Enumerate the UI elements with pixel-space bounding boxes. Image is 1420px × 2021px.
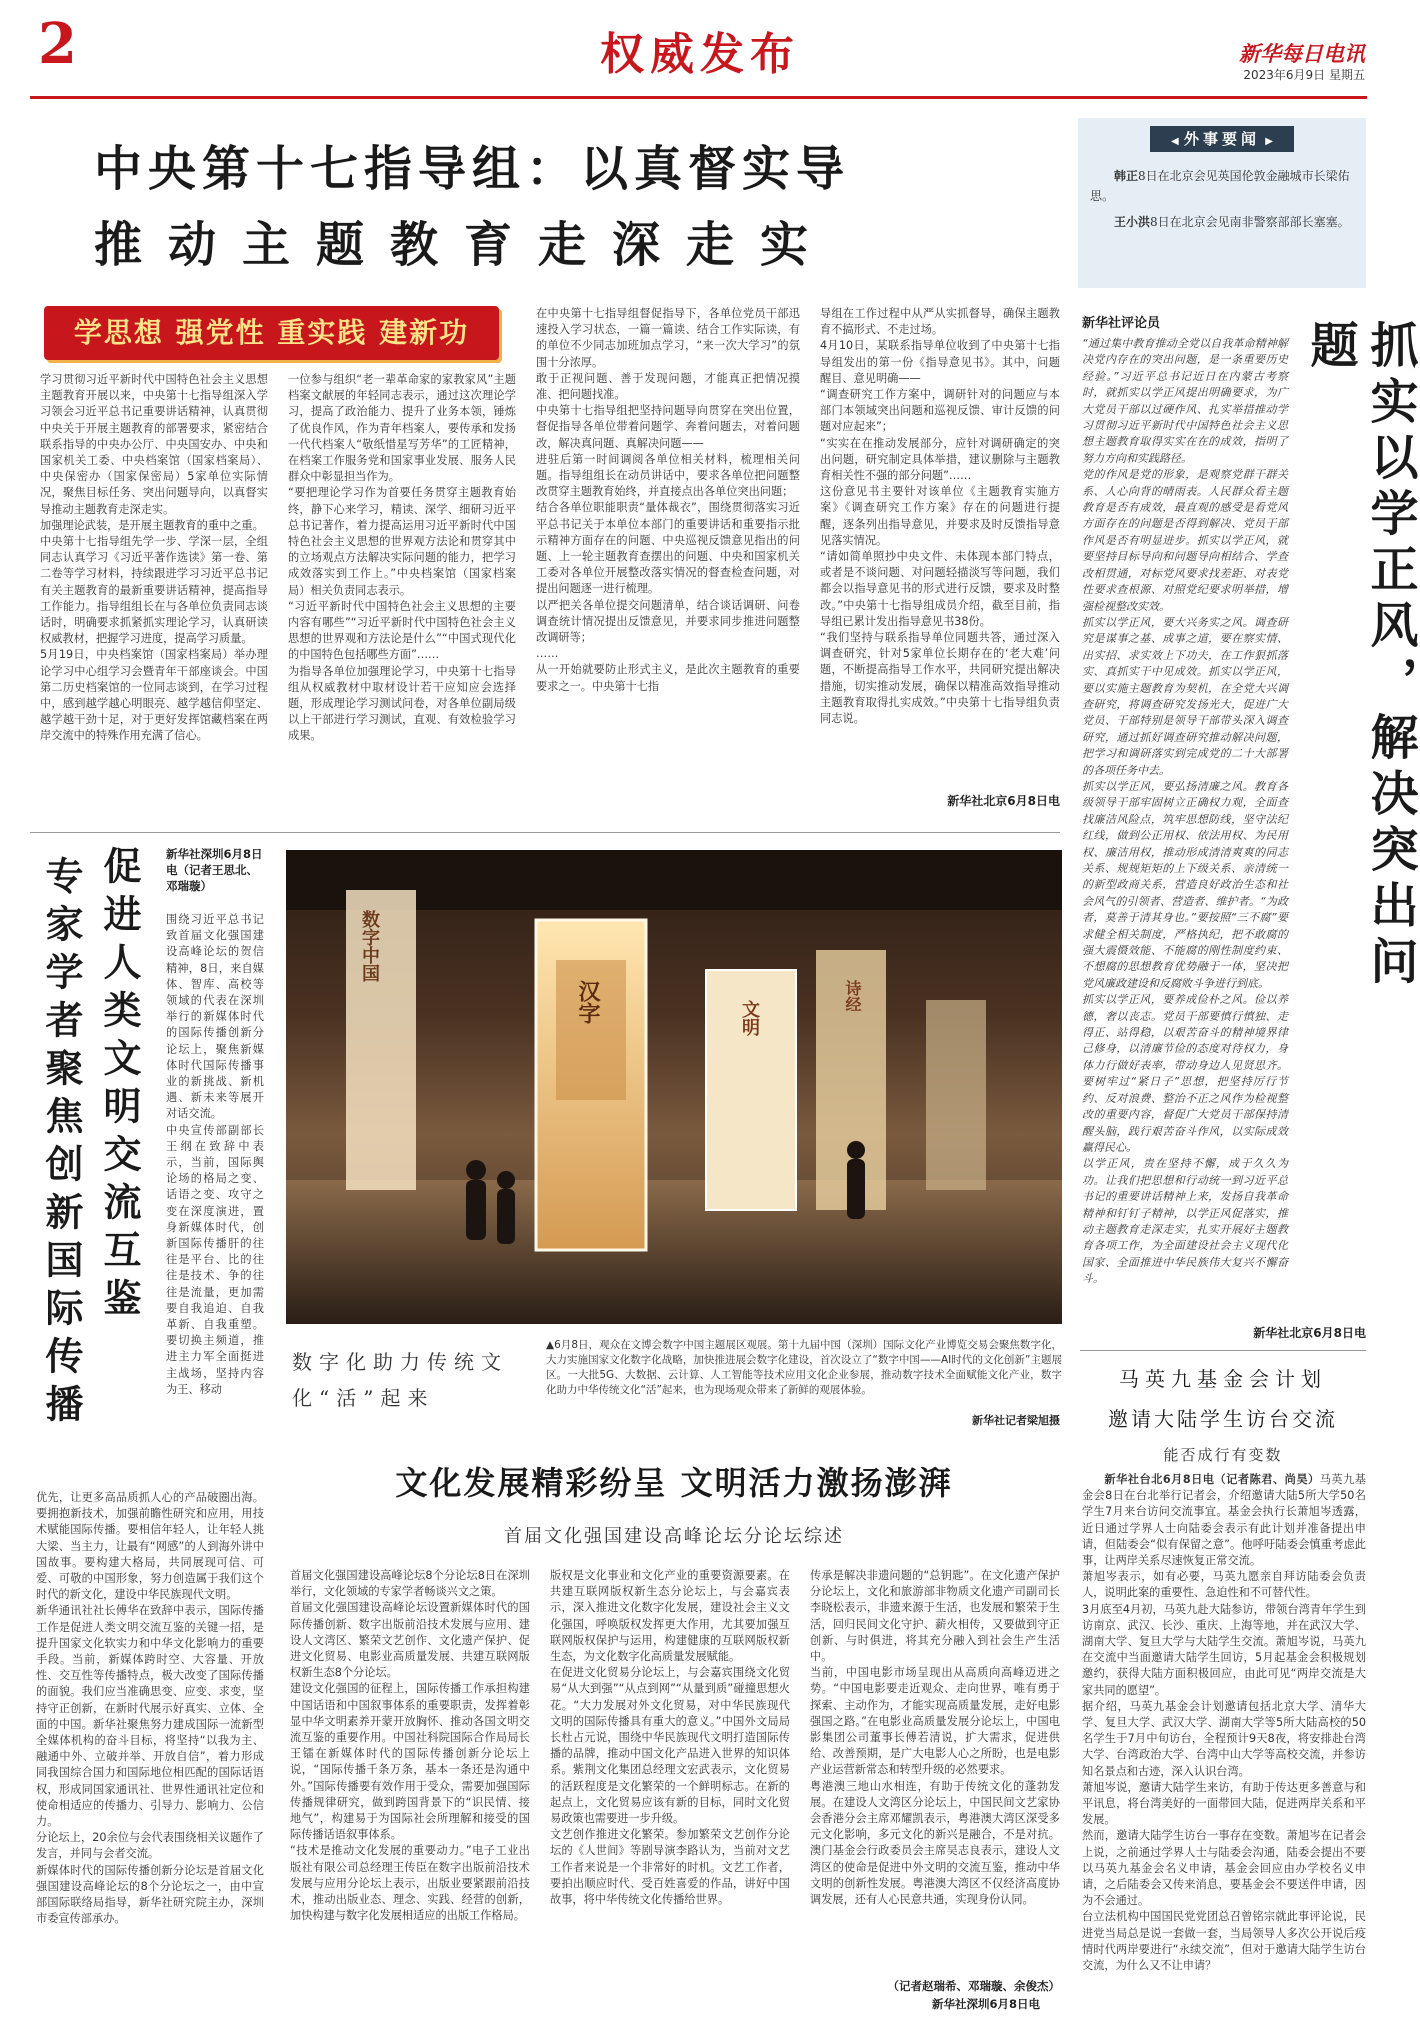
issue-date: 2023年6月9日 星期五 — [1243, 68, 1365, 82]
foreign-affairs-title: 外事要闻 — [1183, 130, 1260, 148]
commentary-source: 新华社评论员 — [1082, 316, 1161, 331]
ma-dateline: 新华社台北6月8日电（记者陈君、尚昊） — [1104, 1473, 1320, 1486]
photo-sign-2: 汉字 — [575, 980, 601, 1024]
photo-sign-1: 数字中国 — [359, 910, 380, 982]
culture-credit: （记者赵瑞希、邓瑞璇、余俊杰） — [887, 1979, 1060, 1993]
forum-narrow-text: 围绕习近平总书记致首届文化强国建设高峰论坛的贺信精神，8日，来自媒体、智库、高校等领域的代表在深圳举行的新媒体时代的国际传播创新分论坛上，聚焦新媒体时代国际传播事业的新挑战、新机遇、新未来等展开对话交流。 中央宣传部副部长王纲在致辞中表示，当前，国际舆论场的格局之变、话语之变、攻守之变在深度演进，置身新媒体时代，创新国际传播肝的往往是平台、比的往往是技术、争的往往是流量，更加需要自我追迫、自我革新、自我重塑。要切换主频道，推进主力军全面挺进主战场，坚持内容为王、移动 — [166, 913, 264, 1396]
lead-banner — [44, 306, 499, 360]
ma-body — [1082, 1472, 1366, 2012]
foreign-affairs-item-2-name: 王小洪 — [1114, 215, 1151, 229]
photo-credit: 新华社记者梁旭摄 — [972, 1414, 1060, 1427]
culture-column-3: 传承是解决非遗问题的“总钥匙”。在文化遗产保护分论坛上，文化和旅游部非物质文化遗产司副司长李晓松表示，非遗来源于生活，也发展和繁荣于生活，回归民间文化守护、薪火相传，又要做到守正创新、与时俱进，将其充分融入到社会生产生活中。 当前，中国电影市场呈现出从高质向高峰迈进之势。“中国电影要走近观众、走向世界，唯有勇于探索、主动作为，才能实现高质量发展，走好电影强国之路。”在电影业高质量发展分论坛上，中国电影集团公司董事长傅若清说，扩大需求，促进供给、改善预期，是广大电影人心之所盼，也是电影产业运营新常态和转型升级的必然要求。 粤港澳三地山水相连，有助于传统文化的蓬勃发展。在建设人文湾区分论坛上，中国民间文艺家协会香港分会主席邓耀凯表示，粤港澳大湾区深受多元文化影响，多元文化的新兴是融合，不是对抗。澳门基金会行政委员会主席吴志良表示，建设人文湾区的使命是促进中外文明的交流互鉴，推动中华文明的创新性发展。粤港澳大湾区不仅经济高度协调发展，还有人心民意共通，实现身份认同。 — [810, 1569, 1060, 1907]
culture-column-2: 版权是文化事业和文化产业的重要资源要素。在共建互联网版权新生态分论坛上，与会嘉宾表示，深入推进文化数字化发展，建设社会主义文化强国，呼唤版权发挥更大作用，尤其要加强互联网版权保护与运用，构建健康的互联网版权新生态，为文化数字化高质量发展赋能。 在促进文化贸易分论坛上，与会嘉宾围绕文化贸易“从大到强”“从点到网”“从量到质”碰撞思想火花。“大力发展对外文化贸易，对中华民族现代文明的国际传播具有重大的意义。”中国外文局局长杜占元说，围绕中华民族现代文明打造国际传播的品牌，推动中国文化产品进入世界的知识体系。紫荆文化集团总经理文宏武表示，文化贸易的活跃程度是文化繁荣的一个鲜明标志。在新的起点上，文化贸易应该有新的目标，同时文化贸易政策也需要进一步升级。 文艺创作推进文化繁荣。参加繁荣文艺创作分论坛的《人世间》等剧导演李路认为，当前对文艺工作者来说是一个非常好的时机。文艺工作者，要拍出顺应时代、受百姓喜爱的作品，讲好中国故事，将中华传统文化传播给世界。 — [550, 1569, 790, 1907]
commentary-body: “通过集中教育推动全党以自我革命精神解决党内存在的突出问题，是一条重要历史经验。”习近平总书记近日在内蒙古考察时，就抓实以学正风提出明确要求，为广大党员干部以过硬作风、扎实举措推动学习贯彻习近平新时代中国特色社会主义思想主题教育取得实实在在的成效，指明了努力方向和实践路径。 党的作风是党的形象，是观察党群干群关系、人心向背的晴雨表。人民群众看主题教育是否有成效，最直观的感受是看党风方面存在的问题是否得到解决、党员干部作风是否有明显进步。抓实以学正风，就要坚持目标导向和问题导向相结合、学查改相贯通，对标党风要求找差距、对表党性要求查根源、对照党纪要求明举措，增强检视整改实效。 抓实以学正风，要大兴务实之风。调查研究是谋事之基、成事之道，要在察实情、出实招、求实效上下功夫，在工作狠抓落实、真抓实干中见成效。抓实以学正风，要以实施主题教育为契机，在全党大兴调查研究，将调查研究发扬光大，促进广大党员、干部特别是领导干部带头深入调查研究，通过抓好调查研究推动解决问题，把学习和调研落实到完成党的二十大部署的各项任务中去。 抓实以学正风，要弘扬清廉之风。教育各级领导干部牢固树立正确权力观，全面查找廉洁风险点，筑牢思想防线，坚守法纪红线，做到公正用权、依法用权、为民用权、廉洁用权，推动形成清清爽爽的同志关系、规规矩矩的上下级关系、亲清统一的新型政商关系，营造良好政治生态和社会风气的引领者、营造者、维护者。“为政者，莫善于清其身也。”要按照“三不腐”要求健全相关制度，严格执纪，把不敢腐的强大震慑效能、不能腐的刚性制度约束、不想腐的思想教育优势融于一体，坚决把党风廉政建设和反腐败斗争进行到底。 抓实以学正风，要养成俭朴之风。俭以养德，奢以丧志。党员干部要慎行慎独、走得正、站得稳，以艰苦奋斗的精神境界律己修身，以清廉节俭的态度对待权力，身体力行做好表率，带动身边人见贤思齐。要树牢过“紧日子”思想，把坚持厉行节约、反对浪费、整治不正之风作为检视整改的重要内容，督促广大党员干部保持清醒头脑，践行艰苦奋斗作风，以实际成效赢得民心。 以学正风，贵在坚持不懈，成于久久为功。让我们把思想和行动统一到习近平总书记的重要讲话精神上来，发扬自我革命精神和钉钉子精神，以学正风促落实，推动主题教育走深走实，扎实开展好主题教育各项工作，为全面建设社会主义现代化国家、全面推进中华民族伟大复兴不懈奋斗。 — [1082, 337, 1288, 1286]
divider-lead-bottom — [30, 832, 1060, 833]
lead-column-3: 在中央第十七指导组督促指导下，各单位党员干部迅速投入学习状态，一篇一篇读、结合工作实际读，有的单位不少同志加班加点学习，“来一次大学习”的氛围十分浓厚。 敢于正视问题、善于发现问题，才能真正把情况摸准、把问题找准。 中央第十七指导组把坚持问题导向贯穿在突出位置，督促指导各单位带着问题学、奔着问题去，对着问题改，解决真问题、真解决问题—— 进驻后第一时间调阅各单位相关材料，梳理相关问题。指导组组长在动员讲话中，要求各单位把问题整改贯穿主题教育始终，并直接点出各单位突出问题； 结合各单位职能职责“量体裁衣”，围绕贯彻落实习近平总书记关于本单位本部门的重要讲话和重要指示批示精神方面存在的问题、中央巡视反馈意见指出的问题、上一轮主题教育查摆出的问题、中央和国家机关工委对各单位开展整改落实情况的督查检查问题，对提出问题逐一进行梳理。 以严把关各单位提交问题清单，结合谈话调研、问卷调查统计情况提出反馈意见，并要求同步推进问题整改调研等； …… 从一开始就要防止形式主义，是此次主题教育的重要要求之一。中央第十七指 — [536, 307, 800, 693]
lead-banner-text: 学思想 强党性 重实践 建新功 — [73, 316, 470, 349]
left-triangle-icon: ◀ — [1171, 136, 1179, 147]
ma-headline-line2: 邀请大陆学生访台交流 — [1108, 1407, 1338, 1431]
photo-label: 数字化助力传统文化“活”起来 — [292, 1350, 508, 1410]
forum-wide-text: 优先，让更多高品质抓人心的产品破圈出海。要拥抱新技术，加强前瞻性研究和应用，用技术赋能国际传播。要相信年轻人，让年轻人挑大梁、当主力，让最有“网感”的人到海外讲中国故事。要构建大格局，共同展现可信、可爱、可敬的中国形象，努力创造属于我们这个时代的新文化，建设中华民族现代文明。 新华通讯社社长傅华在致辞中表示，国际传播工作是促进人类文明交流互鉴的关键一招，是提升国家文化软实力和中华文化影响力的重要手段。当前，新媒体跨时空、大容量、开放性、交互性等传播特点，极大改变了国际传播的面貌。我们应当准确思变、应变、求变，坚持守正创新，在新时代展示好真实、立体、全面的中国。新华社聚焦努力建成国际一流新型全媒体机构的奋斗目标，将坚持“以我为主、融通中外、立破并举、开放自信”，着力形成同我国综合国力和国际地位相匹配的国际话语权，形成同国家通讯社、世界性通讯社定位和使命相适应的传播力、引导力、影响力、公信力。 分论坛上，20余位与会代表围绕相关议题作了发言，并同与会者交流。 新媒体时代的国际传播创新分论坛是首届文化强国建设高峰论坛的8个分论坛之一，由中宣部国际联络局指导，新华社研究院主办，深圳市委宣传部承办。 — [36, 1491, 264, 1926]
section-title: 权威发布 — [600, 29, 800, 80]
lead-headline-line2: 推动主题教育走深走实 — [94, 217, 835, 273]
culture-column-1: 首届文化强国建设高峰论坛8个分论坛8日在深圳举行，文化领域的专家学者畅谈兴文之策。 首届文化强国建设高峰论坛设置新媒体时代的国际传播创新、数字出版前沿技术发展与应用、建设人文湾区、繁荣文艺创作、文化遗产保护、促进文化贸易、电影业高质量发展、共建互联网版权新生态8个分论坛。 建设文化强国的征程上，国际传播工作承担构建中国话语和中国叙事体系的重要职责，发挥着彰显中华文明素养开蒙开放胸怀、推动各国文明交流互鉴的重要作用。中国社科院国际合作局局长王镭在新媒体时代的国际传播创新分论坛上说，“国际传播千条万条，基本一条还是沟通中外。”国际传播要有效作用于受众，需要加强国际传播规律研究，做到跨国背景下的“识民情、接地气”，构建易于为国际社会所理解和接受的国际传播话语叙事体系。 “技术是推动文化发展的重要动力。”电子工业出版社有限公司总经理王传臣在数字出版前沿技术发展与应用分论坛上表示，出版业要紧跟前沿技术，推动出版业态、理念、实践、经营的创新，加快构建与数字化发展相适应的出版工作格局。 — [290, 1569, 530, 1923]
forum-title: 促进人类文明交流互鉴 — [97, 846, 142, 1326]
foreign-affairs-item-1-name: 韩正 — [1114, 169, 1139, 183]
commentary-title: 抓实以学正风，解决突出问题 — [1302, 320, 1418, 992]
right-triangle-icon: ▶ — [1265, 136, 1273, 147]
forum-dateline: 新华社深圳6月8日电（记者王思北、邓瑞璇） — [166, 847, 263, 893]
foreign-affairs-item-2 — [1090, 212, 1354, 232]
ma-headline-line1: 马英九基金会计划 — [1119, 1367, 1327, 1391]
photo-sign-4: 诗经 — [843, 980, 862, 1012]
lead-byline: 新华社北京6月8日电 — [947, 794, 1060, 808]
forum-subtitle: 专家学者聚焦创新国际传播 — [39, 856, 84, 1432]
lead-column-4: 导组在工作过程中从严从实抓督导，确保主题教育不搞形式、不走过场。 4月10日，某联系指导单位收到了中央第十七指导组发出的第一份《指导意见书》。其中，问题醒目、意见明确—— “调查研究工作方案中，调研针对的问题应与本部门本领域突出问题和巡视反馈、审计反馈的问题对应起来”； “实实在在推动发展部分，应针对调研确定的突出问题，研究制定具体举措，建议删除与主题教育相关性不强的部分问题”…… 这份意见书主要针对该单位《主题教育实施方案》《调查研究工作方案》存在的问题进行提醒，逐条列出指导意见，并要求及时反馈指导意见落实情况。 “请如简单照抄中央文件、未体现本部门特点，或者是不谈问题、对问题轻描淡写等问题，我们都会以指导意见书的形式进行反馈，要求及时整改。”中央第十七指导组成员介绍，截至目前，指导组已累计发出指导意见书38份。 “我们坚持与联系指导单位同题共答，通过深入调查研究，针对5家单位长期存在的‘老大难’问题，不断提高指导工作水平，共同研究提出解决措施，切实推动发展，确保以精准高效指导推动主题教育取得扎实成效。”中央第十七指导组负责同志说。 — [820, 307, 1060, 726]
photo-scene — [286, 850, 1062, 1324]
photo-sign-3: 文明 — [739, 1000, 760, 1036]
photo-caption — [546, 1338, 1062, 1398]
exhibition-photo — [286, 850, 1062, 1324]
culture-subhead: 首届文化强国建设高峰论坛分论坛综述 — [504, 1526, 844, 1547]
display-panel-center — [536, 920, 646, 1250]
culture-headline: 文化发展精彩纷呈 文明活力激扬澎湃 — [395, 1464, 953, 1502]
newspaper-logo: 新华每日电讯 — [1239, 41, 1365, 66]
foreign-affairs-title-bar — [1150, 126, 1294, 152]
lead-column-1: 学习贯彻习近平新时代中国特色社会主义思想主题教育开展以来，中央第十七指导组深入学习领会习近平总书记重要讲话精神，认真贯彻中央关于开展主题教育的部署要求，紧密结合联系指导的中央办公厅、中央国安办、中央和国家机关工委、中央档案馆（国家档案局）、中央保密办（国家保密局）5家单位实际情况，聚焦目标任务、突出问题导向，以真督实导推动主题教育走深走实。 加强理论武装，是开展主题教育的重中之重。 中央第十七指导组先学一步、学深一层，全组同志认真学习《习近平著作选读》第一卷、第二卷等学习材料，持续跟进学习习近平总书记有关主题教育的最新重要讲话精神，提高指导工作能力。指导组组长在与各单位负责同志谈话时，明确要求抓紧抓实理论学习，认真研读权威教材，把握学习进度，提高学习质量。 5月19日，中央档案馆（国家档案局）举办理论学习中心组学习会暨青年干部座谈会。中国第二历史档案馆的一位同志谈到，在学习过程中，感到越学越心明眼亮、越学越信仰坚定、越学越干劲十足，对于更好发挥馆藏档案在两岸交流中的特殊作用充满了信心。 — [40, 373, 268, 743]
lead-column-2: 一位参与组织“老一辈革命家的家教家风”主题档案文献展的年轻同志表示，通过这次理论学习，提高了政治能力、提升了业务本领，锤炼了优良作风，作为青年档案人，要传承和发扬一代代档案人“敬纸惜星写芳华”的工匠精神，在档案工作服务党和国家事业发展、服务人民群众中彰显担当作为。 “要把理论学习作为首要任务贯穿主题教育始终，静下心来学习，精读、深学、细研习近平总书记著作，着力提高运用习近平新时代中国特色社会主义思想的世界观方法论和贯穿其中的立场观点方法解决实际问题的能力，把学习成效落实到工作上。”中央档案馆（国家档案局）相关负责同志表示。 “习近平新时代中国特色社会主义思想的主要内容有哪些”“习近平新时代中国特色社会主义思想的世界观和方法论是什么”“中国式现代化的中国特色包括哪些方面”…… 为指导各单位加强理论学习，中央第十七指导组从权威教材中取材设计若干应知应会选择题，形成理论学习测试问卷，对各单位副局级以上干部进行学习测试，直观、有效检验学习成果。 — [288, 373, 516, 743]
ma-body-text: 马英九基金会8日在台北举行记者会，介绍邀请大陆5所大学50名学生7月来台访问交流事宜。基金会执行长萧旭岑透露，近日通过学界人士向陆委会表示有此计划并准备提出申请，但陆委会“似有保留之意”。他呼吁陆委会慎重考虑此事，让两岸关系尽速恢复正常交流。 萧旭岑表示，如有必要，马英九愿亲自拜访陆委会负责人，说明此案的重要性、急迫性和不可替代性。 3月底至4月初，马英九赴大陆参访，带领台湾青年学生到访南京、武汉、长沙、重庆、上海等地，并在武汉大学、湖南大学、复旦大学与大陆学生交流。萧旭岑说，马英九在交流中当面邀请大陆学生回访，5月起基金会积极规划邀约，获得大陆方面积极回应，由此可见“两岸交流是大家共同的愿望”。 据介绍，马英九基金会计划邀请包括北京大学、清华大学、复旦大学、武汉大学、湖南大学等5所大陆高校的50名学生于7月中旬访台，全程预计9天8夜，将安排赴台湾大学、台湾政治大学、台湾中山大学等高校交流，并参访知名景点和古迹，深入认识台湾。 萧旭岑说，邀请大陆学生来访，有助于传达更多善意与和平讯息，将台湾美好的一面带回大陆，促进两岸关系和平发展。 然而，邀请大陆学生访台一事存在变数。萧旭岑在记者会上说，之前通过学界人士与陆委会沟通，陆委会提出不要以马英九基金会名义申请，基金会回应由办学校名义申请，之后陆委会又传来消息，要基金会不要送件申请，因为不会通过。 台立法机构中国国民党党团总召曾铭宗就此事评论说，民进党当局总是说一套做一套，当局领导人多次公开说后疫情时代两岸要进行“永续交流”，但对于邀请大陆学生访台交流，为什么又不让申请？ — [1082, 1473, 1366, 1973]
foreign-affairs-box — [1078, 118, 1366, 288]
page-number: 2 — [38, 11, 77, 77]
foreign-affairs-item-2-text: 8日在北京会见南非警察部部长塞塞。 — [1150, 215, 1350, 229]
commentary-byline: 新华社北京6月8日电 — [1253, 1326, 1366, 1340]
foreign-affairs-item-1-text: 8日在北京会见英国伦敦金融城市长梁佑思。 — [1090, 169, 1350, 203]
ma-subhead: 能否成行有变数 — [1163, 1446, 1283, 1464]
lead-headline-line1: 中央第十七指导组：以真督实导 — [94, 141, 851, 197]
photo-caption-text: ▲6月8日，观众在文博会数字中国主题展区观展。第十九届中国（深圳）国际文化产业博览交易会聚焦数字化，大力实施国家文化数字化战略，加快推进展会数字化建设，首次设立了“数字中国——AI时代的文化创新”主题展区。一大批5G、大数据、云计算、人工智能等技术应用文化企业参展，推动数字技术全面赋能文化产业，数字化助力中华传统文化“活”起来，也为现场观众带来了新鲜的观展体验。 — [546, 1339, 1062, 1396]
foreign-affairs-item-1 — [1090, 166, 1354, 206]
culture-byline: 新华社深圳6月8日电 — [931, 1997, 1040, 2011]
divider-ma-top — [1080, 1350, 1366, 1351]
masthead-rule — [30, 96, 1367, 99]
